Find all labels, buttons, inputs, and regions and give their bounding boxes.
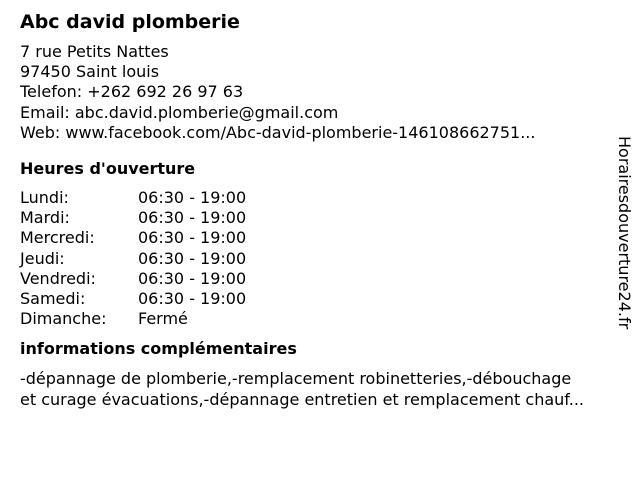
extra-info-text — [20, 369, 620, 410]
street-address: 7 rue Petits Nattes — [20, 42, 169, 61]
day-label: Dimanche: — [20, 309, 107, 329]
business-card — [20, 10, 620, 410]
phone-line: Telefon: +262 692 26 97 63 — [20, 82, 244, 102]
hours-table — [20, 188, 620, 329]
hours-row-samedi — [20, 289, 620, 309]
time-value: 06:30 - 19:00 — [138, 228, 247, 248]
day-label: Mercredi: — [20, 228, 95, 248]
site-watermark: Horairesdouverture24.fr — [615, 136, 634, 330]
hours-row-dimanche — [20, 309, 620, 329]
hours-row-mardi — [20, 208, 620, 228]
time-value: 06:30 - 19:00 — [138, 288, 247, 308]
hours-row-jeudi — [20, 249, 620, 269]
extra-info-heading: informations complémentaires — [20, 339, 297, 359]
web-line: Web: www.facebook.com/Abc-david-plomberie-146108662751... — [20, 122, 536, 142]
day-label: Vendredi: — [20, 268, 96, 288]
hours-row-vendredi — [20, 269, 620, 289]
day-label: Lundi: — [20, 188, 69, 208]
hours-row-mercredi — [20, 228, 620, 248]
business-name: Abc david plomberie — [20, 11, 240, 33]
extra-info-line: -dépannage de plomberie,-remplacement robinetteries,-débouchage — [20, 369, 572, 389]
hours-heading: Heures d'ouverture — [20, 159, 196, 179]
address-block — [20, 42, 620, 143]
extra-info-line: et curage évacuations,-dépannage entretien et remplacement chauf... — [20, 389, 585, 409]
email-line: Email: abc.david.plomberie@gmail.com — [20, 102, 339, 122]
time-value: 06:30 - 19:00 — [138, 268, 247, 288]
day-label: Mardi: — [20, 208, 70, 228]
time-value: 06:30 - 19:00 — [138, 208, 247, 228]
day-label: Jeudi: — [20, 248, 65, 268]
hours-row-lundi — [20, 188, 620, 208]
city-line: 97450 Saint louis — [20, 62, 160, 82]
time-value: 06:30 - 19:00 — [138, 248, 247, 268]
time-value: Fermé — [138, 309, 188, 329]
day-label: Samedi: — [20, 288, 86, 308]
time-value: 06:30 - 19:00 — [138, 188, 247, 208]
